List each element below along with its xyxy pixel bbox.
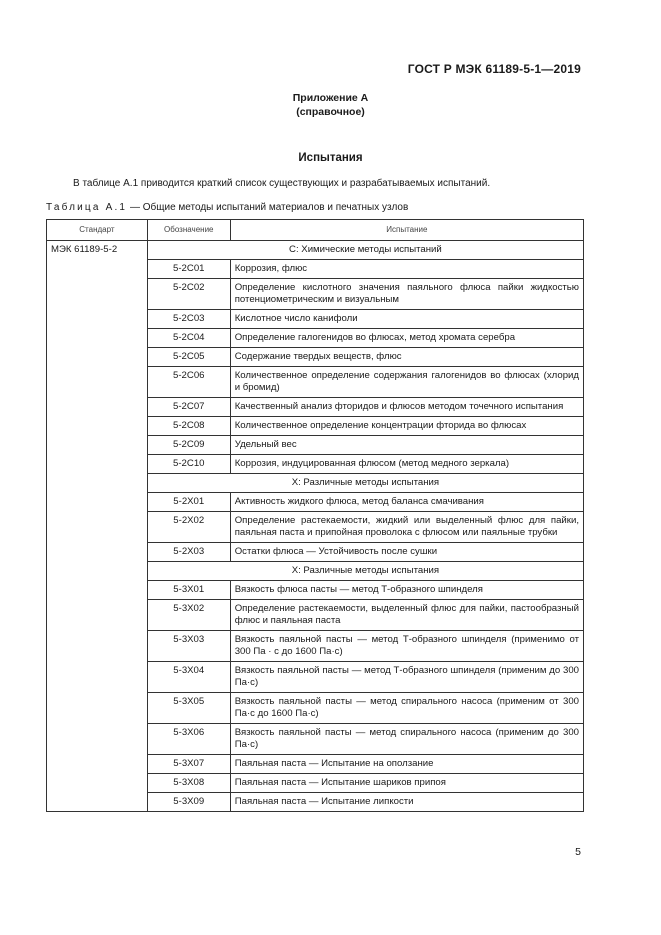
designation-cell: 5-2Х03 bbox=[147, 543, 230, 562]
designation-cell: 5-3Х03 bbox=[147, 631, 230, 662]
test-description-cell: Коррозия, флюс bbox=[230, 260, 583, 279]
test-description-cell: Удельный вес bbox=[230, 436, 583, 455]
designation-cell: 5-3Х06 bbox=[147, 724, 230, 755]
test-description-cell: Определение растекаемости, выделенный флюс для пайки, пастообразный флюс и паяльная паста bbox=[230, 600, 583, 631]
test-description-cell: Определение галогенидов во флюсах, метод хромата серебра bbox=[230, 329, 583, 348]
designation-cell: 5-2С03 bbox=[147, 310, 230, 329]
test-description-cell: Остатки флюса — Устойчивость после сушки bbox=[230, 543, 583, 562]
test-description-cell: Вязкость флюса пасты — метод Т-образного шпинделя bbox=[230, 581, 583, 600]
designation-cell: 5-3Х07 bbox=[147, 755, 230, 774]
test-description-cell: Определение кислотного значения паяльного флюса пайки жидкостью потенциометрическим и визуальным bbox=[230, 279, 583, 310]
designation-cell: 5-2С09 bbox=[147, 436, 230, 455]
test-description-cell: Вязкость паяльной пасты — метод спирального насоса (применим до 300 Па·с) bbox=[230, 724, 583, 755]
designation-cell: 5-2С05 bbox=[147, 348, 230, 367]
header-test: Испытание bbox=[230, 220, 583, 241]
group-heading: С: Химические методы испытаний bbox=[147, 241, 583, 260]
test-description-cell: Качественный анализ фторидов и флюсов методом точечного испытания bbox=[230, 398, 583, 417]
tests-table bbox=[46, 219, 584, 812]
designation-cell: 5-2С08 bbox=[147, 417, 230, 436]
test-description-cell: Количественное определение содержания галогенидов во флюсах (хлорид и бромид) bbox=[230, 367, 583, 398]
test-description-cell: Количественное определение концентрации фторида во флюсах bbox=[230, 417, 583, 436]
test-description-cell: Паяльная паста — Испытание на оползание bbox=[230, 755, 583, 774]
group-heading: Х: Различные методы испытания bbox=[147, 474, 583, 493]
designation-cell: 5-3Х01 bbox=[147, 581, 230, 600]
table-group-row bbox=[47, 241, 584, 260]
designation-cell: 5-2С02 bbox=[147, 279, 230, 310]
test-description-cell: Содержание твердых веществ, флюс bbox=[230, 348, 583, 367]
designation-cell: 5-3Х08 bbox=[147, 774, 230, 793]
test-description-cell: Активность жидкого флюса, метод баланса смачивания bbox=[230, 493, 583, 512]
document-id: ГОСТ Р МЭК 61189-5-1—2019 bbox=[407, 62, 581, 76]
designation-cell: 5-2С07 bbox=[147, 398, 230, 417]
test-description-cell: Вязкость паяльной пасты — метод Т-образного шпинделя (применимо от 300 Па · с до 1600 Па·с) bbox=[230, 631, 583, 662]
appendix-heading bbox=[0, 91, 661, 119]
group-heading: Х: Различные методы испытания bbox=[147, 562, 583, 581]
page-number: 5 bbox=[575, 846, 581, 858]
designation-cell: 5-2С04 bbox=[147, 329, 230, 348]
table-caption-label: Таблица А.1 bbox=[46, 202, 128, 213]
designation-cell: 5-3Х02 bbox=[147, 600, 230, 631]
intro-paragraph: В таблице А.1 приводится краткий список существующих и разрабатываемых испытаний. bbox=[73, 178, 491, 189]
test-description-cell: Паяльная паста — Испытание липкости bbox=[230, 793, 583, 812]
designation-cell: 5-2С01 bbox=[147, 260, 230, 279]
test-description-cell: Вязкость паяльной пасты — метод Т-образного шпинделя (применим до 300 Па·с) bbox=[230, 662, 583, 693]
section-title: Испытания bbox=[298, 152, 363, 164]
designation-cell: 5-2Х01 bbox=[147, 493, 230, 512]
table-header-row bbox=[47, 220, 584, 241]
designation-cell: 5-2С06 bbox=[147, 367, 230, 398]
appendix-subtitle: (справочное) bbox=[296, 106, 365, 118]
table-caption-text: — Общие методы испытаний материалов и печатных узлов bbox=[127, 202, 409, 213]
designation-cell: 5-2Х02 bbox=[147, 512, 230, 543]
test-description-cell: Паяльная паста — Испытание шариков припоя bbox=[230, 774, 583, 793]
designation-cell: 5-2С10 bbox=[147, 455, 230, 474]
header-designation: Обозначение bbox=[147, 220, 230, 241]
designation-cell: 5-3Х04 bbox=[147, 662, 230, 693]
designation-cell: 5-3Х09 bbox=[147, 793, 230, 812]
standard-cell: МЭК 61189-5-2 bbox=[47, 241, 148, 812]
appendix-title: Приложение А bbox=[292, 92, 369, 104]
header-standard: Стандарт bbox=[47, 220, 148, 241]
test-description-cell: Вязкость паяльной пасты — метод спирального насоса (применим от 300 Па·с до 1600 Па·с) bbox=[230, 693, 583, 724]
table-caption bbox=[46, 202, 408, 213]
test-description-cell: Коррозия, индуцированная флюсом (метод медного зеркала) bbox=[230, 455, 583, 474]
test-description-cell: Определение растекаемости, жидкий или выделенный флюс для пайки, паяльная паста и припойная проволока с флюсом или паяльные трубки bbox=[230, 512, 583, 543]
designation-cell: 5-3Х05 bbox=[147, 693, 230, 724]
test-description-cell: Кислотное число канифоли bbox=[230, 310, 583, 329]
